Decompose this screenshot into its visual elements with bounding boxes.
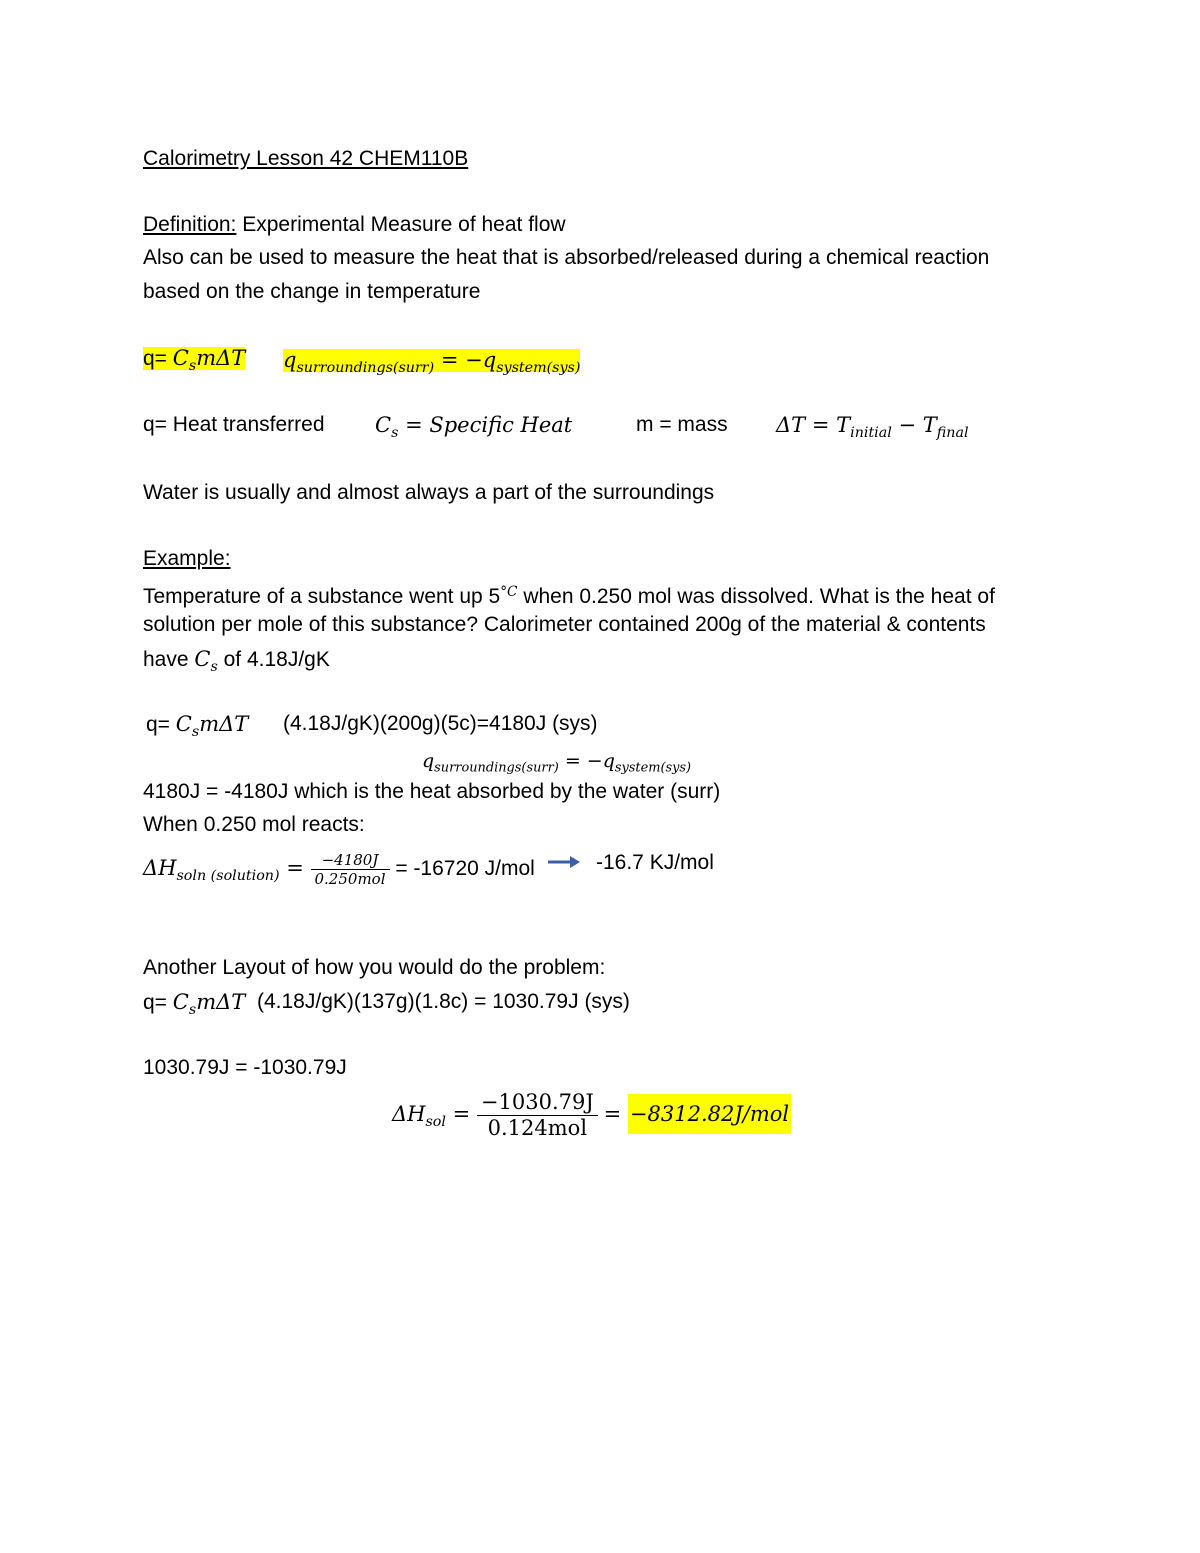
example-line-2: solution per mole of this substance? Calorimeter contained 200g of the material & contents	[143, 613, 986, 636]
example-label: Example:	[143, 547, 231, 570]
q-definition: q= Heat transferred	[143, 413, 325, 436]
example-result-2: -16.7 KJ/mol	[596, 851, 714, 874]
example-calc-values: (4.18J/gK)(200g)(5c)=4180J (sys)	[283, 712, 598, 735]
page-title: Calorimetry Lesson 42 CHEM110B	[143, 147, 469, 170]
example-enthalpy: $\Delta H_{soln (solution)}$ = $\frac{-4180J}{\text{0.250mol}}$ = -16720 J/mol	[143, 850, 535, 888]
surroundings-system-relation	[283, 347, 580, 381]
layout2-calc: $q= C_sm\Delta T$	[143, 990, 246, 1018]
delta-t-definition: $\Delta T = T_{initial} - T_{final}$	[776, 413, 969, 441]
example-line-3: have $C_s$ of 4.18J/gK	[143, 647, 330, 675]
heat-formula-highlight: $q= C_sm\Delta T$	[143, 346, 246, 374]
layout2-heading: Another Layout of how you would do the problem:	[143, 956, 606, 979]
definition-line	[143, 212, 566, 238]
heat-formula	[143, 345, 245, 379]
layout2-answer: −8312.82J/mol	[628, 1094, 791, 1134]
layout2-fraction: $\frac{-1030.79J}{\text{0.124mol}}$	[477, 1090, 598, 1141]
definition-text: Experimental Measure of heat flow	[236, 213, 566, 236]
layout2-enthalpy: $\Delta H_{sol}$ = $\frac{-1030.79J}{\text{0.124mol}}$ = −8312.82J/mol	[392, 1089, 790, 1140]
definition-label: Definition:	[143, 213, 237, 236]
water-note: Water is usually and almost always a part of the surroundings	[143, 481, 715, 504]
example-calc: $q= C_sm\Delta T$	[146, 712, 249, 740]
layout2-calc-values: (4.18J/gK)(137g)(1.8c) = 1030.79J (sys)	[257, 990, 630, 1013]
cs-definition: $C_s$ = Specific Heat	[375, 413, 573, 441]
example-result-1: = -16720 J/mol	[395, 857, 535, 880]
relation-highlight: $q_{surroundings(surr)} = -q_{system(sys)}$	[283, 348, 581, 376]
example-equals-line: 4180J = -4180J which is the heat absorbed by the water (surr)	[143, 780, 721, 803]
example-line-1: Temperature of a substance went up $5^{^\circ C}$ when 0.250 mol was dissolved. What is the heat of	[143, 584, 995, 608]
mass-definition: m = mass	[636, 413, 728, 436]
definition-line-2: Also can be used to measure the heat that is absorbed/released during a chemical reaction	[143, 246, 990, 269]
example-relation: $q_{surroundings(surr)} = -q_{system(sys)}$	[422, 750, 692, 776]
definition-line-3: based on the change in temperature	[143, 280, 481, 303]
example-when-line: When 0.250 mol reacts:	[143, 813, 365, 836]
layout2-equals-line: 1030.79J = -1030.79J	[143, 1056, 347, 1079]
example-fraction: $\frac{-4180J}{\text{0.250mol}}$	[311, 851, 390, 888]
right-arrow-icon	[546, 853, 582, 871]
